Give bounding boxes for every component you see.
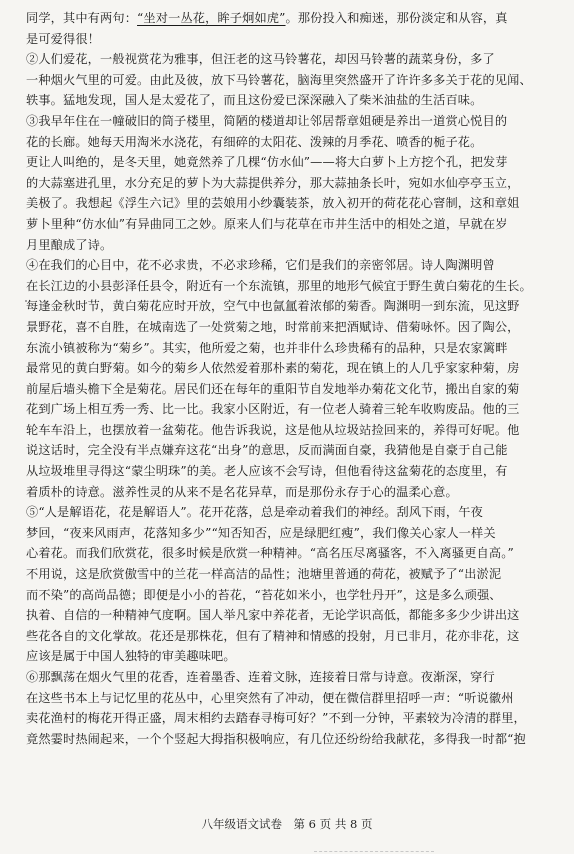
text-line — [26, 276, 554, 297]
text-segment: 最常见的黄白野菊。如今的菊乡人依然爱着那朴素的菊花，现在镇上的人几乎家家种菊，房 — [26, 361, 520, 376]
text-segment: 心着花。而我们欣赏花，很多时候是欣赏一种精神。“高名压尽离骚客，不入离骚更自高。” — [26, 546, 514, 561]
text-segment: 一种烟火气里的可爱。由此及彼，放下马铃薯花，脑海里突然盛开了许许多多关于花的见闻、 — [26, 72, 532, 87]
text-line — [26, 173, 554, 194]
text-line — [26, 235, 554, 256]
text-line — [26, 399, 554, 420]
text-line — [26, 49, 554, 70]
text-segment: ④在我们的心目中，花不必求贵，不必求珍稀，它们是我们的亲密邻居。诗人陶渊明曾 — [26, 258, 495, 273]
text-line — [26, 688, 554, 709]
text-line — [26, 585, 554, 606]
text-line — [26, 193, 554, 214]
text-line — [26, 358, 554, 379]
text-segment: 着质朴的诗意。滋养性灵的从来不是名花异草，而是那份永存于心的温柔心意。 — [26, 484, 458, 499]
text-line — [26, 626, 554, 647]
text-segment: 梦回，“夜来风雨声，花落知多少”“知否知否，应是绿肥红瘦”，我们像关心家人一样关 — [26, 525, 496, 540]
text-line — [26, 543, 554, 564]
text-line — [26, 338, 554, 359]
text-segment: 同学，其中有两句： — [26, 11, 138, 25]
text-line — [26, 152, 554, 173]
text-line — [26, 420, 554, 441]
text-segment: 景野花，喜不自胜，在城南选了一处赏菊之地，时常前来把酒赋诗、借菊咏怀。因了陶公， — [26, 319, 520, 334]
underlined-quote: “坐对一丛花，眸子炯如虎” — [137, 11, 286, 25]
text-segment: 而不染”的高尚品德；即便是小小的苔花，“苔花如米小，也学牡丹开”，这是多么顽强、 — [26, 587, 502, 602]
text-line — [26, 502, 554, 523]
text-line — [26, 523, 554, 544]
text-line — [26, 729, 554, 750]
text-segment: 些花各自的文化掌故。花还是那株花，但有了精神和情感的投射，月已非月，花亦非花，这 — [26, 628, 520, 643]
text-line — [26, 255, 554, 276]
text-line — [26, 214, 554, 235]
text-segment: 东流小镇被称为“菊乡”。其实，他所爱之菊，也并非什么珍贵稀有的品种，只是农家篱畔 — [26, 340, 508, 355]
page-edge-mark — [314, 848, 434, 852]
text-segment: 更让人叫绝的，是冬天里，她竟然养了几棵“仿水仙”——将大白萝卜上方挖个孔，把发芽 — [26, 155, 508, 170]
text-segment: 前屋后墙头檐下全是菊花。居民们还在每年的重阳节自发地举办菊花文化节，搬出自家的菊 — [26, 381, 520, 396]
text-segment: 在这些书本上与记忆里的花丛中，心里突然有了冲动，便在微信群里招呼一声：“听说徽州 — [26, 690, 514, 705]
text-segment: ⑥那飘荡在烟火气里的花香，连着墨香、连着文脉，连接着日常与诗意。夜渐深，穿行 — [26, 670, 495, 684]
text-segment: 的大蒜塞进孔里，水分充足的萝卜为大蒜提供养分，那大蒜抽条长叶，宛如水仙亭亭玉立， — [26, 175, 520, 190]
text-line — [26, 70, 554, 91]
text-segment: 轶事。猛地发现，国人是太爱花了，而且这份爱已深深融入了柴米油盐的生活百味。 — [26, 93, 483, 108]
text-line — [26, 8, 554, 29]
text-line — [26, 482, 554, 503]
text-segment: 从垃圾堆里寻得这“蒙尘明珠”的美。老人应该不会写诗，但他看待这盆菊花的态度里，有 — [26, 464, 508, 479]
text-segment: 是可爱得很！ — [26, 31, 101, 46]
text-segment: 不用说，这是欣赏傲雪中的兰花一样高洁的品性；池塘里普通的荷花，被赋予了“出淤泥 — [26, 567, 502, 582]
text-segment: ②人们爱花，一般视赏花为雅事，但汪老的这马铃薯花，却因马铃薯的蔬菜身份，多了 — [26, 52, 495, 67]
text-line — [26, 111, 554, 132]
text-segment: 。那份投入和痴迷，那份淡定和从容，真 — [285, 11, 508, 25]
text-segment: 说这话时，完全没有半点嫌弃这花“出身”的意思，反而满面自豪，我猜他是自豪于自己能 — [26, 443, 508, 458]
text-line — [26, 708, 554, 729]
text-segment: 萝卜里种“仿水仙”有异曲同工之妙。原来人们与花草在市井生活中的相处之道，早就在岁 — [26, 216, 508, 231]
text-segment: 每逢金秋时节，黄白菊花应时开放，空气中也氤氲着浓郁的菊香。陶渊明一到东流，见这野 — [26, 299, 520, 314]
text-segment: 美极了。我想起《浮生六记》里的芸娘用小纱囊装茶，放入初开的荷花花心窨制，这和章姐 — [26, 196, 520, 211]
text-segment: 应该是属于中国人独特的审美趣味吧。 — [26, 649, 236, 664]
text-line — [26, 296, 554, 317]
text-segment: 卖花渔村的梅花开得正盛，周末相约去踏春寻梅可好？”不到一分钟，平素较为冷清的群里， — [26, 711, 526, 726]
text-segment: 花的长廊。她每天用淘米水浇花，有细碎的太阳花、泼辣的月季花、喷香的栀子花。 — [26, 134, 483, 149]
text-line — [26, 646, 554, 667]
text-segment: ⑤“人是解语花，花是解语人”。花开花落，总是牵动着我们的神经。刮风下雨，午夜 — [26, 505, 483, 520]
page-footer: 八年级语文试卷 第 6 页 共 8 页 — [201, 817, 373, 831]
text-segment: 轮车车沿上，也摆放着一盆菊花。他告诉我说，这是他从垃圾站捡回来的，养得可好呢。他 — [26, 422, 520, 437]
text-line — [26, 605, 554, 626]
text-segment: ③我早年住在一幢破旧的筒子楼里，简陋的楼道却让邻居帮章姐硬是养出一道赏心悦目的 — [26, 113, 508, 128]
text-line — [26, 667, 554, 688]
text-line — [26, 564, 554, 585]
text-line — [26, 90, 554, 111]
text-line — [26, 379, 554, 400]
text-line — [26, 440, 554, 461]
text-line — [26, 132, 554, 153]
text-segment: 执着、自信的一种精神气度啊。国人举凡家中养花者，无论学识高低，都能多多少少讲出这 — [26, 608, 520, 623]
text-segment: 在长江边的小县彭泽任县令，附近有一个东流镇，那里的地形气候宜于野生黄白菊花的生长。 — [26, 278, 532, 293]
article-body — [26, 8, 554, 749]
text-line — [26, 29, 554, 50]
text-line — [26, 461, 554, 482]
text-segment: 花到广场上相互秀一秀、比一比。我家小区附近，有一位老人骑着三轮车收购废品。他的三 — [26, 402, 520, 417]
text-segment: 月里酿成了诗。 — [26, 237, 113, 252]
text-segment: 竟然霎时热闹起来，一个个竖起大拇指积极响应，有几位还纷纷给我献花，多得我一时都“抱 — [26, 731, 526, 746]
text-line — [26, 317, 554, 338]
